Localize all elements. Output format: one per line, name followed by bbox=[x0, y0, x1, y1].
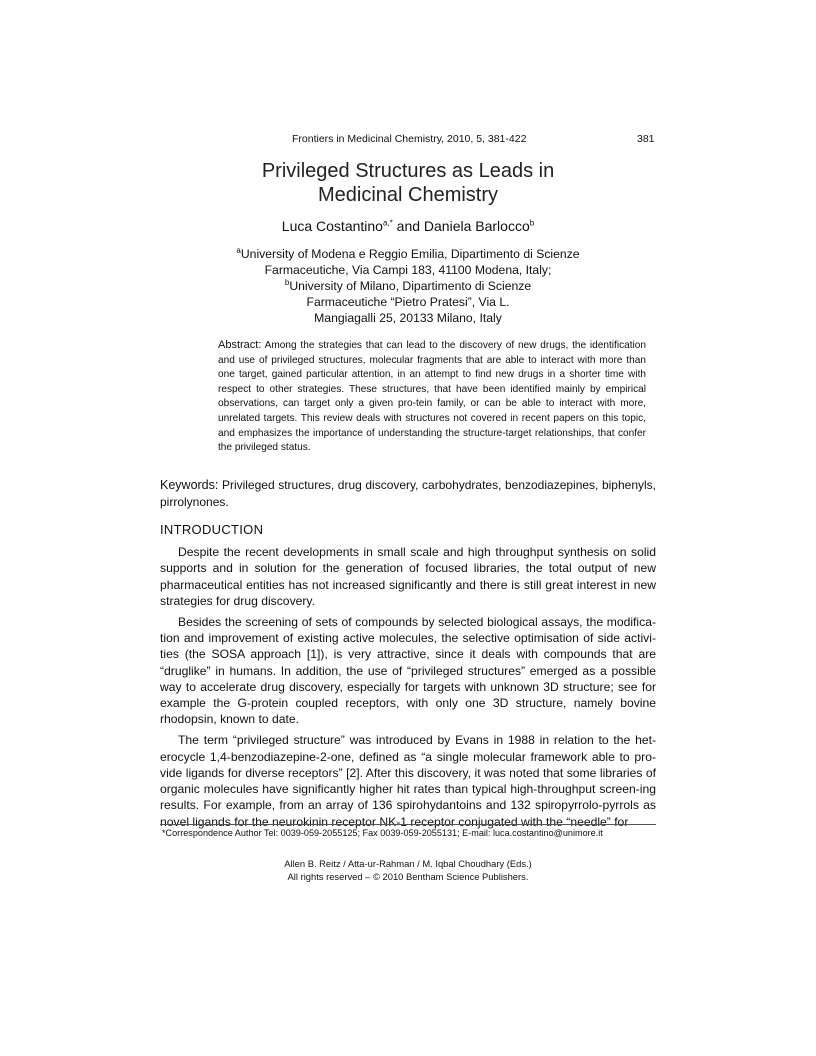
running-header: Frontiers in Medicinal Chemistry, 2010, 5, 381-422 bbox=[292, 133, 527, 145]
body-text bbox=[160, 544, 656, 835]
affiliation-line: Farmaceutiche, Via Campi 183, 41100 Modena, Italy; bbox=[264, 263, 552, 278]
affiliation-line: $^a$University of Modena e Reggio Emilia, Dipartimento di Scienze bbox=[236, 245, 580, 261]
section-heading: INTRODUCTION bbox=[160, 522, 264, 537]
affiliation-line: $^b$University of Milano, Dipartimento di Scienze bbox=[284, 278, 532, 294]
footnote-rule bbox=[160, 824, 656, 825]
title-line-2: Medicinal Chemistry bbox=[317, 184, 499, 206]
article-title bbox=[160, 159, 656, 207]
keywords bbox=[160, 477, 656, 510]
paragraph: Despite the recent developments in small scale and high throughput synthesis on solid supports and in solution for the generation of focused libraries, the total output of new pharmaceutical entities has not increased significantly and there is still great interest in new strategies for drug discovery. bbox=[160, 545, 656, 608]
abstract-label: Abstract: bbox=[218, 339, 262, 351]
page-number: 381 bbox=[637, 133, 655, 145]
paragraph: Besides the screening of sets of compounds by selected biological assays, the modifica-tion and improvement of existing active molecules, the selective optimisation of side activi-ties (the SOSA approach [1]), is very attractive, since it deals with compounds that are “druglike” in humans. In addition, the use of “privileged structures” emerged as a possible way to accelerate drug discovery, especially for targets with unknown 3D structure; see for example the G-protein coupled receptors, with only one 3D structure, namely bovine rhodopsin, known to date. bbox=[160, 614, 656, 727]
author-name: Daniela Barlocco bbox=[423, 218, 530, 234]
affiliation-line: Mangiagalli 25, 20133 Milano, Italy bbox=[314, 311, 502, 326]
paragraph: The term “privileged structure” was introduced by Evans in 1988 in relation to the het-erocycle 1,4-benzodiazepine-2-one, defined as “a single molecular framework able to pro-vide ligands for diverse receptors” [2]. After this discovery, it was noted that some libraries of organic molecules have significantly higher hit rates than typical high-throughput screen-ing results. For example, from an array of 136 spirohydantoins and 132 spiropyrrolo-pyrrols as novel ligands for the neurokinin receptor NK-1 receptor conjugated with the “needle” for bbox=[160, 733, 656, 829]
correspondence-footnote: *Correspondence Author Tel: 0039-059-2055125; Fax 0039-059-2055131; E-mail: luca.costantino@unimore.it bbox=[162, 828, 603, 838]
author-affiliation-marker: a,* bbox=[382, 218, 393, 228]
affiliation-marker: a bbox=[236, 245, 241, 255]
author-name: Luca Costantino bbox=[281, 218, 383, 234]
keywords-text: Privileged structures, drug discovery, carbohydrates, benzodiazepines, biphenyls, pirrolynones. bbox=[160, 478, 656, 509]
editors-line: Allen B. Reitz / Atta-ur-Rahman / M. Iqbal Choudhary (Eds.) bbox=[284, 858, 532, 869]
affiliation-line: Farmaceutiche “Pietro Pratesi”, Via L. bbox=[306, 295, 510, 310]
abstract-text: Among the strategies that can lead to the discovery of new drugs, the identification and use of privileged structures, molecular fragments that are able to interact with more than one target, gained particular attention, in an attempt to find new drugs in a shorter time with respect to other strategies. These structures, that have been identified mainly by empirical observations, can target only a given pro-tein family, or can be able to interact with more, unrelated targets. This review deals with structures not covered in recent papers on this topic, and emphasizes the importance of understanding the structure-target relationships, that confer the privileged status. bbox=[218, 340, 647, 454]
affiliation-marker: b bbox=[284, 278, 290, 288]
affiliations bbox=[160, 246, 656, 326]
abstract bbox=[218, 338, 646, 456]
author-list bbox=[160, 218, 656, 234]
keywords-label: Keywords: bbox=[160, 478, 219, 492]
title-line-1: Privileged Structures as Leads in bbox=[261, 160, 555, 182]
rights-line: All rights reserved – © 2010 Bentham Science Publishers. bbox=[287, 871, 529, 882]
author-affiliation-marker: b bbox=[529, 218, 535, 228]
publisher-info bbox=[160, 857, 656, 883]
author-conjunction: and bbox=[392, 218, 424, 234]
